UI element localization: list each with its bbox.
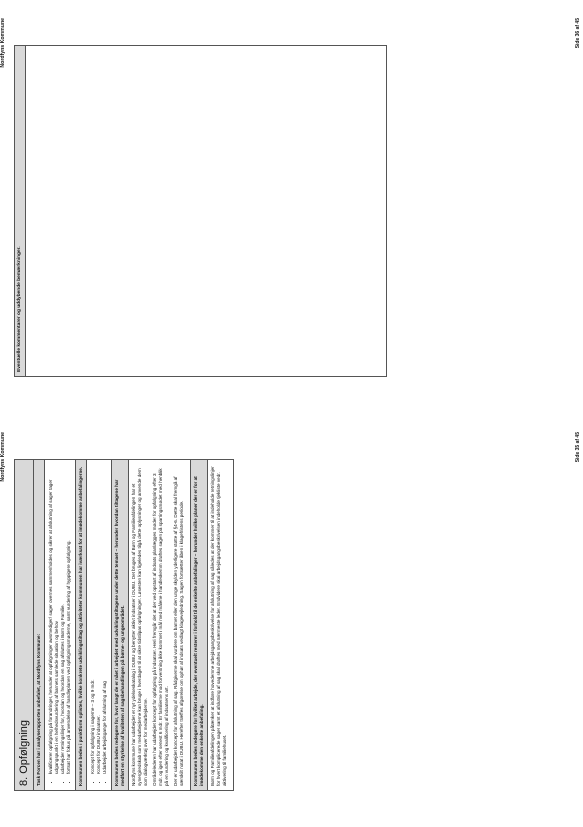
- comments-heading: Eventuelle kommentarer og uddybende bemærkninger.: [15, 46, 26, 376]
- list-item: • Udarbejdet arbejdsgange for afslutning af sag: [102, 464, 108, 774]
- paragraph: Børn og Familieafdelingen påtænker at indføre hovedemne arbejdsgangsbeskrivelse for afslutning af sag således at der kommer til at indeholde retningslinjer for hvert komplicerede sager samt et afslutning af sag skal drøftes med nærmeste leder. Endvidere skal arbejdsgangsbeskrivelsen indeholde tjekliste vedr. aktivering til familiehuset.: [210, 466, 227, 786]
- page-36: [0, 0, 583, 413]
- q1-bullets: [87, 460, 112, 790]
- opfoelgning-table: [14, 459, 234, 791]
- q3-heading: Kommunen bedes redegøre for hvilket arbejde, der eventuelt resterer i forhold til de enkelte anbefalinger – herunder hvilke planer der er for at imødekomme den enkelte anbefaling.: [191, 460, 208, 790]
- q2-body: [129, 460, 191, 790]
- list-item: • fortsat har fokus på anvendelse af handleplanen ved opfølgningsmøderne, samt vurdering af hyppigere opfølgning.: [66, 464, 72, 774]
- comments-box: [14, 45, 387, 377]
- list-item: • Koncept for DUBU indsatser.: [96, 464, 102, 774]
- page-36-content: [0, 0, 583, 413]
- page-header: Nordfyns Kommune: [0, 18, 6, 68]
- q3-body: [208, 460, 233, 790]
- q1-heading: Kommunen bedes i punktform oplistes, hvilke konkrete udviklingstiltag og aktiviteter kommunen har iværksat for at imødekomme anbefalingerne.: [76, 460, 87, 790]
- page-35: [0, 414, 583, 827]
- paragraph: Nordfyns kommune har udarbejdet et nyt ydelseskatalog i DUBU og benytter aktivt indsatser i DUBU. Det bruges af Børn og Familieafdelingen har et synergiredskab som medarbejderne kan bruge i hverdagen til at sikre tidstilpas opfølgninger. Løsesten kan ligeledes tilgå dette oplysninger og anvende dem som dialogværktøj over for medarbejderne.: [131, 468, 148, 786]
- list-item: • kvalificerer opfølgning på forandringer, herunder at opfølgninger awsmediger/ sager overnes sammenholdes og sikrer at afslutning af sager tager udgangspunkt i en helhedsvurdering af barnets samlede situation og behov: [48, 464, 60, 774]
- paragraph: Områdelederen har udarbejdet koncept for opfølgning på indsatser. Heri fremgår det at der ved opstart af indsats planlægges møder for opfølgning efter 3 mdr. og igen efter senest 6 mdr. Er familierne mod forventning ikke kommet i mål med målene i handleskemm drøftes sagen på sparringsmødet med henblik på en vurdering og kvalificering af indsatsens art.: [152, 468, 169, 786]
- page-35-content: [0, 414, 583, 827]
- list-item: • udarbejder retningslinjer for, hvordan og hvordan en sag afsluttes i Børn og Familie.: [60, 464, 66, 774]
- paragraph: Der er udarbejdet koncept for afslutning af sag. Rådgiverne skal vurdere om barnet eller den unge skylden yderligere støtte af §4-6. Dette skal fremgå af særskilt notat i DUBU. Herefter træffes afgørelse om ophør af indsats vedlagt klagevejledning. Sagen fortsætter åben i klagefristens periode.: [173, 476, 184, 786]
- q2-heading: Kommunen bedes redegøre for, hvor langt de er nået i arbejdet med udviklingstiltagene under dette temaet – herunder hvordan tiltagene har medført en styrkelse af kvaliteten af sagsbehandlingen på børne- og ungeområdet.: [112, 460, 129, 790]
- comments-field[interactable]: [26, 46, 386, 376]
- task-heading: Task Forcen har i analyserapporten anbefalet, at Nordfyns Kommune:: [34, 460, 45, 790]
- task-bullets: [45, 460, 76, 790]
- page-footer: Side 35 af 45: [575, 432, 581, 463]
- list-item: • Koncept for opfølgning i sagerne – 3 og 9 mdr.: [90, 464, 96, 774]
- page-header: Nordfyns Kommune: [0, 432, 6, 482]
- section-title: 8. Opfølgning: [15, 460, 34, 790]
- page-footer: Side 36 af 45: [575, 18, 581, 49]
